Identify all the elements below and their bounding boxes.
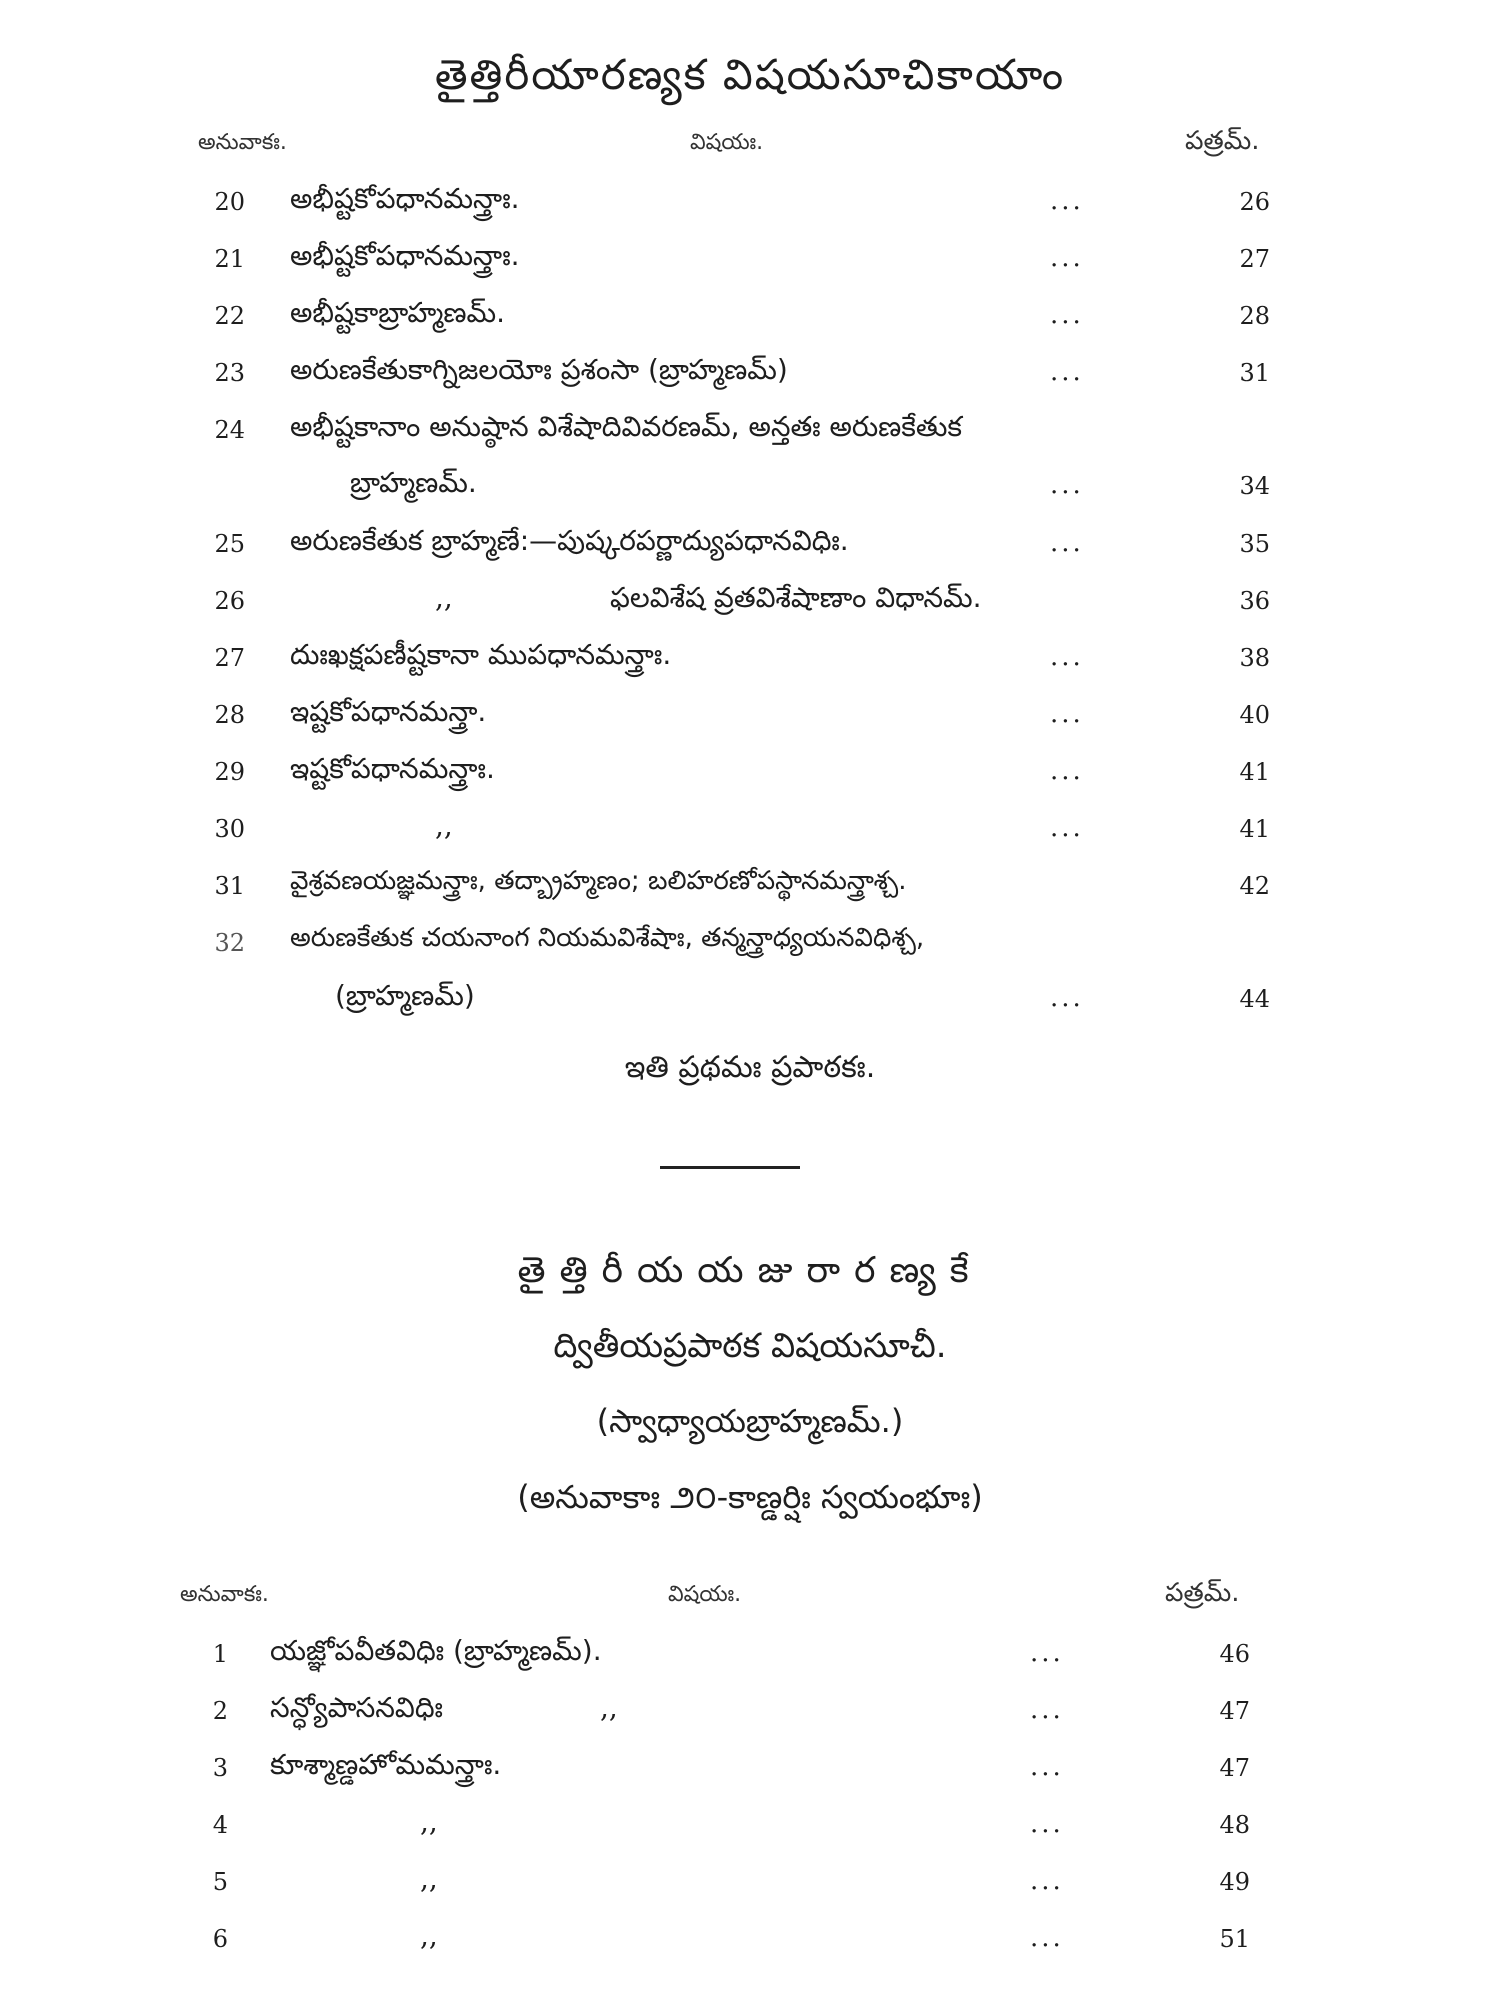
page-number: 46: [1219, 1640, 1250, 1668]
list-item: [0, 921, 1500, 1031]
subject-text: అరుణకేతుక చయనాంగ నియమవిశేషాః, తన్మన్త్రాధ్యయనవిధిశ్చ,: [290, 923, 925, 953]
list-item: [0, 750, 1500, 806]
header-patram: పత్రమ్.: [1165, 1578, 1240, 1608]
anuvaka-number: 5: [212, 1868, 228, 1896]
list-item: [0, 1746, 1500, 1802]
leader-dots: ...: [1050, 756, 1084, 786]
leader-dots: ...: [1030, 1638, 1064, 1668]
ditto-mark: ,,: [420, 1862, 438, 1895]
subject-text: ఫలవిశేష వ్రతవిశేషాణాం విధానమ్.: [610, 581, 982, 614]
page-number: 26: [1239, 188, 1270, 216]
page-number: 47: [1219, 1697, 1250, 1725]
subject-text: అరుణకేతుక బ్రాహ్మణే:—పుష్కరపర్ణాద్యుపధానవిధిః.: [290, 524, 849, 557]
section1-title: తైత్తిరీయారణ్యక విషయసూచికాయాం: [434, 50, 1066, 99]
leader-dots: ...: [1050, 357, 1084, 387]
leader-dots: ...: [1030, 1866, 1064, 1896]
anuvaka-number: 30: [214, 815, 245, 843]
leader-dots: ...: [1050, 243, 1084, 273]
anuvaka-number: 23: [214, 359, 245, 387]
list-item: [0, 693, 1500, 749]
list-item: [0, 1689, 1500, 1745]
header-vishaya: విషయః.: [668, 1582, 742, 1607]
section-divider: [660, 1166, 800, 1169]
anuvaka-number: 25: [214, 530, 245, 558]
header-vishaya: విషయః.: [690, 130, 764, 155]
page-number: 49: [1219, 1868, 1250, 1896]
list-item: [0, 351, 1500, 407]
page-number: 41: [1239, 815, 1270, 843]
list-item: [0, 237, 1500, 293]
leader-dots: ...: [1050, 699, 1084, 729]
list-item: [0, 1860, 1500, 1916]
list-item: [0, 579, 1500, 635]
list-item: [0, 180, 1500, 236]
page-number: 38: [1239, 644, 1270, 672]
page-number: 31: [1239, 359, 1270, 387]
page-number: 27: [1239, 245, 1270, 273]
page-number: 36: [1239, 587, 1270, 615]
anuvaka-number: 27: [214, 644, 245, 672]
ditto-mark: ,,: [600, 1691, 618, 1724]
list-item: [0, 1632, 1500, 1688]
list-item: [0, 864, 1500, 920]
leader-dots: ...: [1050, 300, 1084, 330]
subject-text: వైశ్రవణయజ్ఞమన్త్రాః, తద్బ్రాహ్మణం; బలిహరణోపస్థానమన్త్రాశ్చ.: [290, 866, 907, 896]
subject-text: అభీష్టకాబ్రాహ్మణమ్.: [290, 296, 506, 329]
list-item: [0, 1917, 1500, 1973]
leader-dots: ...: [1050, 813, 1084, 843]
anuvaka-number: 29: [214, 758, 245, 786]
list-item: [0, 294, 1500, 350]
section2-brahmana-title: (స్వాధ్యాయబ్రాహ్మణమ్.): [596, 1402, 904, 1440]
list-item: [0, 636, 1500, 692]
anuvaka-number: 22: [214, 302, 245, 330]
leader-dots: ...: [1030, 1695, 1064, 1725]
ditto-mark: ,,: [435, 809, 453, 842]
ditto-mark: ,,: [420, 1805, 438, 1838]
page-number: 35: [1239, 530, 1270, 558]
list-item: [0, 408, 1500, 508]
header-patram: పత్రమ్.: [1185, 126, 1260, 156]
anuvaka-number: 24: [214, 416, 245, 444]
leader-dots: ...: [1030, 1809, 1064, 1839]
header-anuvaka: అనువాకః.: [198, 130, 287, 155]
leader-dots: ...: [1050, 186, 1084, 216]
subject-text: అభీష్టకోపధానమన్త్రాః.: [290, 239, 520, 272]
page-number: 51: [1219, 1925, 1250, 1953]
leader-dots: ...: [1050, 642, 1084, 672]
anuvaka-number: 21: [214, 245, 245, 273]
page-number: 41: [1239, 758, 1270, 786]
page-number: 28: [1239, 302, 1270, 330]
page-number: 47: [1219, 1754, 1250, 1782]
leader-dots: ...: [1050, 528, 1084, 558]
page-number: 48: [1219, 1811, 1250, 1839]
ditto-mark: ,,: [435, 581, 453, 614]
anuvaka-number: 32: [214, 929, 245, 957]
leader-dots: ...: [1050, 470, 1084, 500]
ditto-mark: ,,: [420, 1919, 438, 1952]
anuvaka-number: 4: [212, 1811, 228, 1839]
subject-text: కూశ్మాణ్డహోమమన్త్రాః.: [270, 1748, 502, 1781]
list-item: [0, 1803, 1500, 1859]
section2-anuvaka-count: (అనువాకాః ౨౦-కాణ్డర్షిః స్వయంభూః): [517, 1478, 983, 1516]
subject-text: అభీష్టకానాం అనుష్ఠాన విశేషాదివివరణమ్, అన్తతః అరుణకేతుక: [290, 410, 963, 443]
header-anuvaka: అనువాకః.: [180, 1582, 269, 1607]
page-number: 40: [1239, 701, 1270, 729]
leader-dots: ...: [1050, 983, 1084, 1013]
list-item: [0, 522, 1500, 578]
leader-dots: ...: [1030, 1923, 1064, 1953]
section-closing: ఇతి ప్రథమః ప్రపాఠకః.: [624, 1050, 876, 1085]
section2-title: తైత్తిరీయయజురారణ్యకే: [517, 1250, 983, 1291]
anuvaka-number: 28: [214, 701, 245, 729]
anuvaka-number: 31: [214, 872, 245, 900]
subject-text: ఇష్టకోపధానమన్త్రా.: [290, 695, 487, 728]
anuvaka-number: 1: [212, 1640, 228, 1668]
anuvaka-number: 20: [214, 188, 245, 216]
leader-dots: ...: [1030, 1752, 1064, 1782]
section2-subtitle: ద్వితీయప్రపాఠక విషయసూచీ.: [553, 1326, 947, 1366]
subject-continuation: (బ్రాహ్మణమ్): [335, 979, 475, 1012]
subject-text: యజ్ఞోపవీతవిధిః (బ్రాహ్మణమ్).: [270, 1634, 602, 1667]
anuvaka-number: 3: [212, 1754, 228, 1782]
page-number: 42: [1239, 872, 1270, 900]
list-item: [0, 807, 1500, 863]
subject-text: అరుణకేతుకాగ్నిజలయోః ప్రశంసా (బ్రాహ్మణమ్): [290, 353, 788, 386]
subject-continuation: బ్రాహ్మణమ్.: [350, 466, 477, 499]
anuvaka-number: 6: [212, 1925, 228, 1953]
anuvaka-number: 26: [214, 587, 245, 615]
page-number: 44: [1239, 985, 1270, 1013]
subject-text: ఇష్టకోపధానమన్త్రాః.: [290, 752, 495, 785]
subject-text: దుఃఖక్షపణీష్టకానా ముపధానమన్త్రాః.: [290, 638, 672, 671]
subject-text: అభీష్టకోపధానమన్త్రాః.: [290, 182, 520, 215]
page-number: 34: [1239, 472, 1270, 500]
subject-text: సన్ధ్యోపాసనవిధిః: [270, 1691, 443, 1724]
anuvaka-number: 2: [212, 1697, 228, 1725]
